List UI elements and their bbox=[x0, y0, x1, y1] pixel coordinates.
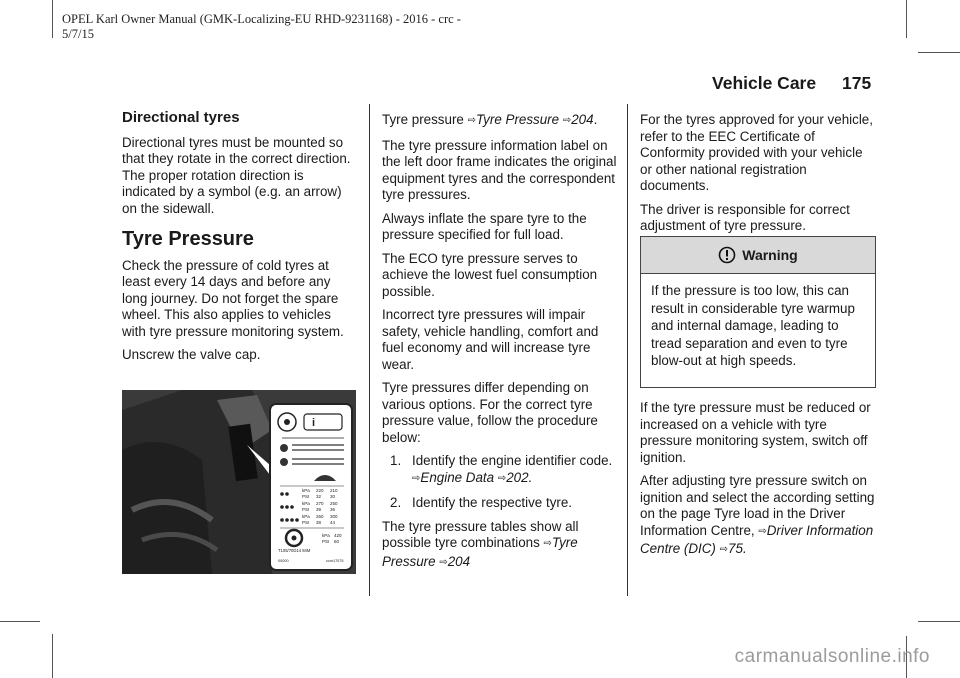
fig-r1-v2: 210 bbox=[330, 488, 338, 493]
cross-ref-arrow-icon: ⇨ bbox=[439, 556, 448, 568]
document-meta-line2: 5/7/15 bbox=[62, 27, 94, 41]
fig-r3b-v1: 38 bbox=[316, 520, 322, 525]
column-1 bbox=[122, 110, 356, 371]
paragraph-unscrew: Unscrew the valve cap. bbox=[122, 347, 261, 362]
paragraph-incorrect: Incorrect tyre pressures will impair safety, vehicle handling, comfort and fuel economy and will increase tyre wear. bbox=[382, 307, 599, 372]
step-number: 2. bbox=[390, 495, 402, 510]
paragraph-directional: Directional tyres must be mounted so that they rotate in the correct direction. The proper rotation direction is indicated by a symbol (e.g. an arrow) on the sidewall. bbox=[122, 134, 351, 216]
warning-body: If the pressure is too low, this can result in considerable tyre warmup and internal damage, leading to tread separation and even to tyre blow-out at high speeds. bbox=[651, 283, 855, 368]
cross-ref-link[interactable]: Tyre Pressure bbox=[382, 535, 578, 569]
fig-r2-unit: kPa bbox=[302, 501, 310, 506]
watermark: carmanualsonline.info bbox=[734, 646, 930, 667]
fig-ident: ccm17075 bbox=[326, 559, 344, 563]
fig-r1b-v2: 30 bbox=[330, 494, 336, 499]
fig-r2-v2: 250 bbox=[330, 501, 338, 506]
column-3-lower bbox=[640, 400, 876, 567]
column-divider bbox=[369, 104, 370, 596]
fig-code: 00000 bbox=[278, 559, 289, 563]
fig-r1b-unit: PSI bbox=[302, 494, 310, 499]
warning-header bbox=[641, 237, 875, 274]
fig-r3-v2: 300 bbox=[330, 514, 338, 519]
fig-spare-psi-val: 60 bbox=[334, 539, 340, 544]
fig-r2b-v1: 39 bbox=[316, 507, 322, 512]
paragraph-eco: The ECO tyre pressure serves to achieve the lowest fuel consumption possible. bbox=[382, 250, 598, 299]
cross-ref-arrow-icon: ⇨ bbox=[497, 472, 507, 484]
fig-r3-unit: kPa bbox=[302, 514, 310, 519]
document-meta-line1: OPEL Karl Owner Manual (GMK-Localizing-EU RHD-9231168) - 2016 - crc - bbox=[62, 12, 461, 26]
crop-mark bbox=[52, 0, 53, 38]
heading-directional-tyres: Directional tyres bbox=[122, 109, 240, 126]
fig-r3b-v2: 44 bbox=[330, 520, 336, 525]
cross-ref-arrow-icon: ⇨ bbox=[719, 544, 729, 555]
fig-r1b-v1: 32 bbox=[316, 494, 322, 499]
fig-spare-size: T105/70D14 84M bbox=[278, 548, 311, 553]
warning-title: Warning bbox=[742, 247, 798, 263]
paragraph-check-pressure: Check the pressure of cold tyres at least every 14 days and before any long journey. Do not forget the spare wheel. This also applies to vehicles with tyre pressure monitoring system. bbox=[122, 257, 344, 339]
cross-ref-page[interactable]: 202 bbox=[506, 469, 529, 485]
fig-r2b-v2: 36 bbox=[330, 507, 336, 512]
procedure-steps bbox=[382, 453, 618, 512]
column-3 bbox=[640, 112, 876, 242]
fig-r2-v1: 270 bbox=[316, 501, 324, 506]
warning-icon bbox=[718, 246, 736, 264]
column-divider bbox=[627, 104, 628, 596]
cross-ref-arrow-icon: ⇨ bbox=[562, 115, 572, 126]
fig-r1-unit: kPa bbox=[302, 488, 310, 493]
door-frame-illustration bbox=[122, 390, 356, 574]
paragraph-spare: Always inflate the spare tyre to the pressure specified for full load. bbox=[382, 210, 587, 242]
paragraph-label-info: The tyre pressure information label on the left door frame indicates the original equipment tyres and the correspondent tyre pressures. bbox=[382, 137, 617, 202]
crop-mark bbox=[0, 621, 40, 622]
cross-ref-link[interactable]: Driver Information Centre (DIC) bbox=[640, 522, 874, 556]
warning-box bbox=[640, 236, 876, 388]
svg-text:i: i bbox=[312, 417, 316, 429]
crop-mark bbox=[906, 0, 907, 38]
fig-spare-kpa-val: 420 bbox=[334, 533, 342, 538]
paragraph-driver-responsible: The driver is responsible for correct adjustment of tyre pressure. bbox=[640, 201, 850, 233]
fig-r3b-unit: PSI bbox=[302, 520, 310, 525]
page-number: 175 bbox=[842, 73, 872, 93]
cross-ref-page[interactable]: 204 bbox=[571, 112, 594, 127]
paragraph-eec: For the tyres approved for your vehicle, refer to the EEC Certificate of Conformity provided with your vehicle or other national registration documents. bbox=[640, 112, 873, 193]
cross-ref-link[interactable]: Tyre Pressure bbox=[476, 112, 560, 127]
fig-r2b-unit: PSI bbox=[302, 507, 310, 512]
heading-tyre-pressure: Tyre Pressure bbox=[122, 228, 254, 250]
paragraph-tables: The tyre pressure tables show all possible tyre combinations ⇨Tyre Pressure ⇨204 bbox=[382, 518, 579, 569]
cross-ref-link[interactable]: Engine Data bbox=[420, 469, 495, 485]
list-item: 1. Identify the engine identifier code. ⇨Engine Data ⇨202. bbox=[382, 453, 618, 488]
fig-spare-kpa-unit: kPa bbox=[322, 533, 330, 538]
cross-ref-page[interactable]: 75 bbox=[728, 541, 743, 556]
cross-ref-arrow-icon: ⇨ bbox=[467, 115, 476, 126]
crop-mark bbox=[52, 634, 53, 678]
crop-mark bbox=[918, 621, 960, 622]
paragraph-pressure-ref: Tyre pressure ⇨Tyre Pressure ⇨204. bbox=[382, 112, 598, 127]
section-title: Vehicle Care bbox=[712, 73, 817, 93]
cross-ref-arrow-icon: ⇨ bbox=[543, 538, 552, 549]
crop-mark bbox=[918, 52, 960, 53]
step-number: 1. bbox=[390, 453, 402, 468]
fig-r1-v1: 220 bbox=[316, 488, 324, 493]
fig-spare-psi-unit: PSI bbox=[322, 539, 330, 544]
cross-ref-arrow-icon: ⇨ bbox=[758, 525, 767, 537]
cross-ref-arrow-icon: ⇨ bbox=[412, 472, 421, 484]
cross-ref-page[interactable]: 204 bbox=[447, 553, 471, 569]
paragraph-after-adjusting: After adjusting tyre pressure switch on ignition and select the according setting on the page Tyre load in the Driver Information Centre, ⇨Driver Information Centre (DIC) ⇨75. bbox=[640, 473, 875, 556]
tyre-label-figure bbox=[122, 390, 356, 574]
list-item: 2. Identify the respective tyre. bbox=[382, 495, 618, 512]
document-meta bbox=[62, 12, 461, 42]
column-2 bbox=[382, 112, 618, 579]
paragraph-reduce: If the tyre pressure must be reduced or increased on a vehicle with tyre pressure monitoring system, switch off ignition. bbox=[640, 400, 871, 465]
fig-r3-v1: 260 bbox=[316, 514, 324, 519]
paragraph-procedure: Tyre pressures differ depending on various options. For the correct tyre pressure value, follow the procedure below: bbox=[382, 380, 598, 445]
